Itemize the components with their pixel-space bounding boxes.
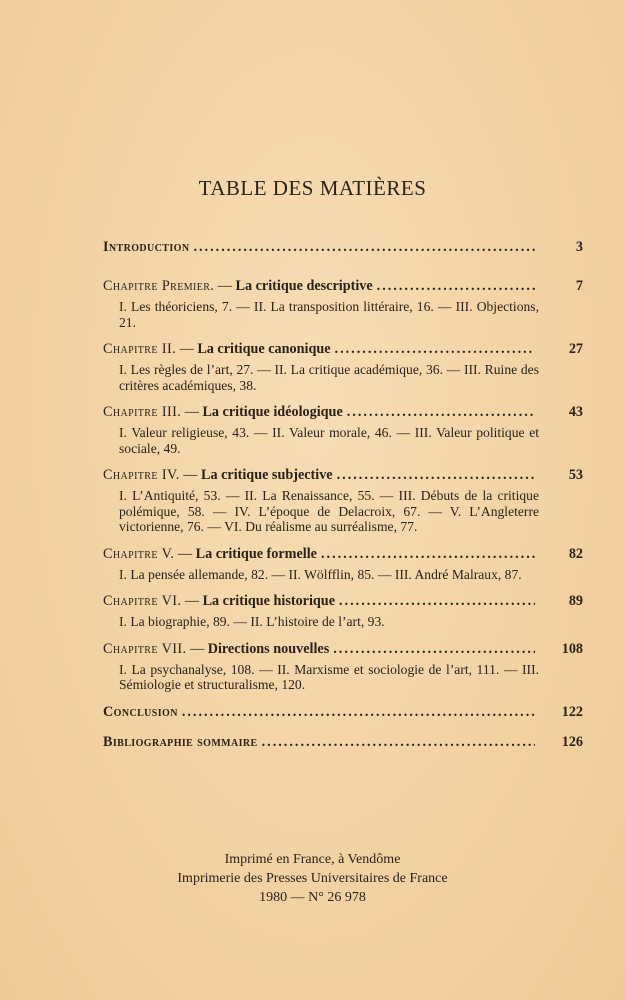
leader-dots	[339, 590, 535, 612]
toc-label: Introduction	[103, 239, 190, 255]
imprint-line-3: 1980 — N° 26 978	[259, 890, 366, 905]
toc-page-number: 108	[561, 640, 583, 657]
chapter-heading: Chapitre Premier.	[103, 278, 215, 294]
toc-page-number: 82	[568, 545, 583, 562]
leader-dots	[335, 338, 535, 360]
toc-page-number: 89	[568, 593, 583, 609]
chapter-separator: —	[181, 593, 203, 609]
chapter-separator: —	[179, 467, 201, 483]
table-of-contents	[103, 236, 583, 753]
chapter-title: La critique formelle	[195, 545, 317, 562]
chapter-title: La critique descriptive	[235, 278, 373, 294]
chapter-heading: Chapitre III.	[103, 404, 182, 420]
chapter-separator: —	[214, 278, 236, 294]
toc-entry-bibliography	[103, 731, 583, 753]
chapter-separator: —	[174, 545, 196, 562]
chapter-sections: I. Les règles de l’art, 27. — II. La critique académique, 36. — III. Ruine des critères académiques, 38.	[119, 362, 539, 393]
toc-entry-chapter-3	[103, 401, 583, 456]
page-title: TABLE DES MATIÈRES	[198, 176, 427, 200]
chapter-sections: I. La biographie, 89. — II. L’histoire de l’art, 93.	[119, 614, 385, 629]
chapter-heading: Chapitre V.	[103, 545, 175, 562]
leader-dots	[337, 464, 535, 486]
printer-imprint	[0, 850, 625, 907]
chapter-title: La critique idéologique	[202, 404, 343, 420]
leader-dots	[193, 236, 535, 258]
chapter-sections: I. L’Antiquité, 53. — II. La Renaissance, 55. — III. Débuts de la critique polémique, 58. — IV. L’époque de Delacroix, 67. — V. L’Angleterre victorienne, 76. — VI. Du réalisme au surréalisme, 77.	[119, 488, 539, 534]
chapter-title: La critique subjective	[201, 467, 333, 483]
chapter-separator: —	[176, 341, 198, 357]
toc-page-number: 126	[561, 733, 583, 750]
chapter-separator: —	[186, 640, 208, 657]
leader-dots	[333, 638, 535, 660]
chapter-title: La critique historique	[202, 593, 335, 609]
chapter-sections: I. Valeur religieuse, 43. — II. Valeur morale, 46. — III. Valeur politique et sociale, 49.	[119, 425, 539, 456]
toc-entry-chapter-2	[103, 338, 583, 393]
toc-entry-introduction	[103, 236, 583, 258]
toc-page-number: 53	[568, 467, 583, 483]
leader-dots	[321, 543, 535, 565]
leader-dots	[262, 731, 535, 753]
toc-entry-chapter-7	[103, 638, 583, 693]
imprint-line-2: Imprimerie des Presses Universitaires de France	[177, 871, 448, 886]
chapter-sections: I. La pensée allemande, 82. — II. Wölfflin, 85. — III. André Malraux, 87.	[119, 566, 522, 582]
toc-entry-chapter-6	[103, 590, 583, 630]
leader-dots	[377, 275, 535, 297]
toc-entry-conclusion	[103, 701, 583, 723]
toc-page-number: 43	[568, 404, 583, 420]
chapter-heading: Chapitre VII.	[103, 640, 187, 657]
toc-entry-chapter-1	[103, 275, 583, 330]
leader-dots	[347, 401, 535, 423]
toc-label: Conclusion	[103, 703, 178, 720]
toc-page-number: 27	[568, 341, 583, 357]
imprint-line-1: Imprimé en France, à Vendôme	[224, 852, 401, 867]
chapter-heading: Chapitre II.	[103, 341, 177, 357]
toc-label: Bibliographie sommaire	[103, 733, 258, 750]
toc-page-number: 7	[575, 278, 583, 294]
toc-entry-chapter-4	[103, 464, 583, 535]
chapter-sections: I. La psychanalyse, 108. — II. Marxisme et sociologie de l’art, 111. — III. Sémiologie et structuralisme, 120.	[119, 661, 539, 692]
chapter-heading: Chapitre VI.	[103, 593, 182, 609]
chapter-title: La critique canonique	[197, 341, 331, 357]
toc-page-number: 3	[575, 239, 583, 255]
leader-dots	[182, 701, 535, 723]
toc-entry-chapter-5	[103, 543, 583, 583]
toc-page-number: 122	[561, 703, 583, 720]
chapter-heading: Chapitre IV.	[103, 467, 180, 483]
chapter-separator: —	[181, 404, 203, 420]
chapter-sections: I. Les théoriciens, 7. — II. La transposition littéraire, 16. — III. Objections, 21.	[119, 299, 539, 330]
chapter-title: Directions nouvelles	[207, 640, 330, 657]
